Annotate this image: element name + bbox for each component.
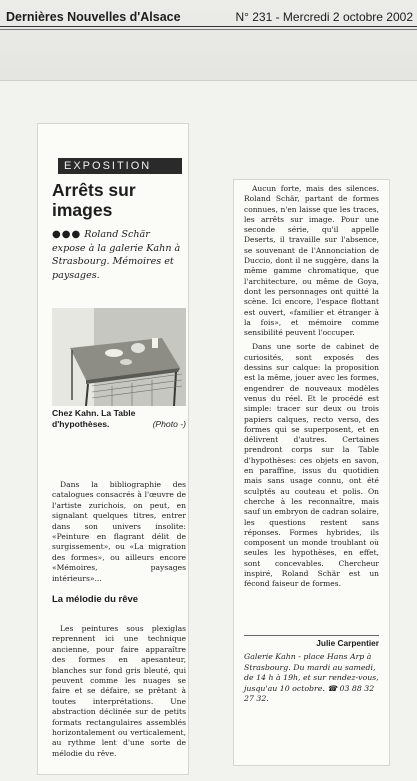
body-paragraph: Dans la bibliographie des catalogues consacrés à l'œuvre de l'artiste zurichois, on peut, en signalant quelques titres, entrer dans son univers insolite: «Peinture en flagrant délit de surgissement», ou «La migration des formes», ou ailleurs encore «Mémoires, paysages intérieurs»...: [52, 480, 186, 583]
issue-date: N° 231 - Mercredi 2 octobre 2002: [235, 10, 413, 24]
standfirst-text: Roland Schär expose à la galerie Kahn à Strasbourg. Mémoires et paysages.: [52, 229, 181, 281]
newspaper-masthead: [0, 0, 417, 81]
article-body-intro: [52, 480, 186, 584]
masthead-rule-secondary: [0, 29, 417, 30]
article-column-left: [38, 124, 188, 774]
caption-text: Chez Kahn. La Table d'hypothèses.: [52, 408, 136, 429]
article-column-right: [234, 180, 389, 765]
photo-credit: (Photo -): [152, 419, 186, 429]
article-headline: Arrêts sur images: [52, 180, 136, 220]
article-body-melodie: [52, 624, 186, 759]
article-body-continued: [244, 184, 379, 594]
masthead-rule: [0, 26, 417, 27]
body-paragraph: Les peintures sous plexiglas reprennent ici une technique ancienne, pour faire apparaître des formes en apesanteur, blanches sur fond gris bleuté, qui peuvent comme les nuages se faire et se défaire, se prêtant à toutes interprétations. Une abstraction déclinée sur de petits formats rectangulaires assemblés horizontalement ou verticalement, au rythme lent d'une sorte de mélodie du rêve.: [52, 624, 186, 758]
photo-table-illustration: [52, 308, 186, 406]
section-kicker: EXPOSITION: [58, 158, 182, 174]
article-standfirst: [52, 228, 182, 282]
body-paragraph: Dans une sorte de cabinet de curiosités, sont exposés des dessins sur calque: la proposition est la même, jouer avec les formes, engendrer de nouveaux modèles venus du réel. Et le procédé est simple: tracer sur deux ou trois papiers calques, recto verso, des formes qui se superposent, et en délivrent d'autres. Certaines prendront corps sur la Table d'hypothèses: ces objets en savon, en paraffine, issus du quotidien mais sans usage connu, ont été sculptés au couteau et polis. On cherche à les reconnaître, mais sauf un embryon de cadran solaire, les questions restent sans réponses. Formes hybrides, ils composent un monde troublant où seules les hypothèses, en effet, sont concevables. Chercheur inspiré, Roland Schär est un fécond faiseur de formes.: [244, 342, 379, 589]
article-subheading: La mélodie du rêve: [52, 594, 139, 605]
photo-caption: [52, 408, 186, 430]
signature-rule: [244, 635, 379, 636]
newspaper-title: Dernières Nouvelles d'Alsace: [6, 10, 181, 24]
author-signature: Julie Carpentier: [316, 638, 379, 648]
exhibition-photo: [52, 308, 186, 406]
bullet-dots: ●●●: [52, 229, 82, 240]
body-paragraph: Aucun forte, mais des silences. Roland Schär, partant de formes connues, n'en laisse que les traces, les arrêts sur image. Pour une seconde série, qu'il appelle Deserts, il travaille sur l'absence, se souvenant de l'Annonciation de Duccio, dont il ne suggère, dans la même gamme chromatique, que l'architecture, ou même de Goya, dont les personnages ont quitté la scène. Ici encore, l'espace flottant est ouvert, «familier et étranger à la fois», et mémoire comme sensibilité peuvent l'occuper.: [244, 184, 379, 338]
exhibition-info: Galerie Kahn - place Hans Arp à Strasbourg. Du mardi au samedi, de 14 h à 19h, et sur rendez-vous, jusqu'au 10 octobre. ☎ 03 88 32 27 32.: [244, 652, 379, 704]
